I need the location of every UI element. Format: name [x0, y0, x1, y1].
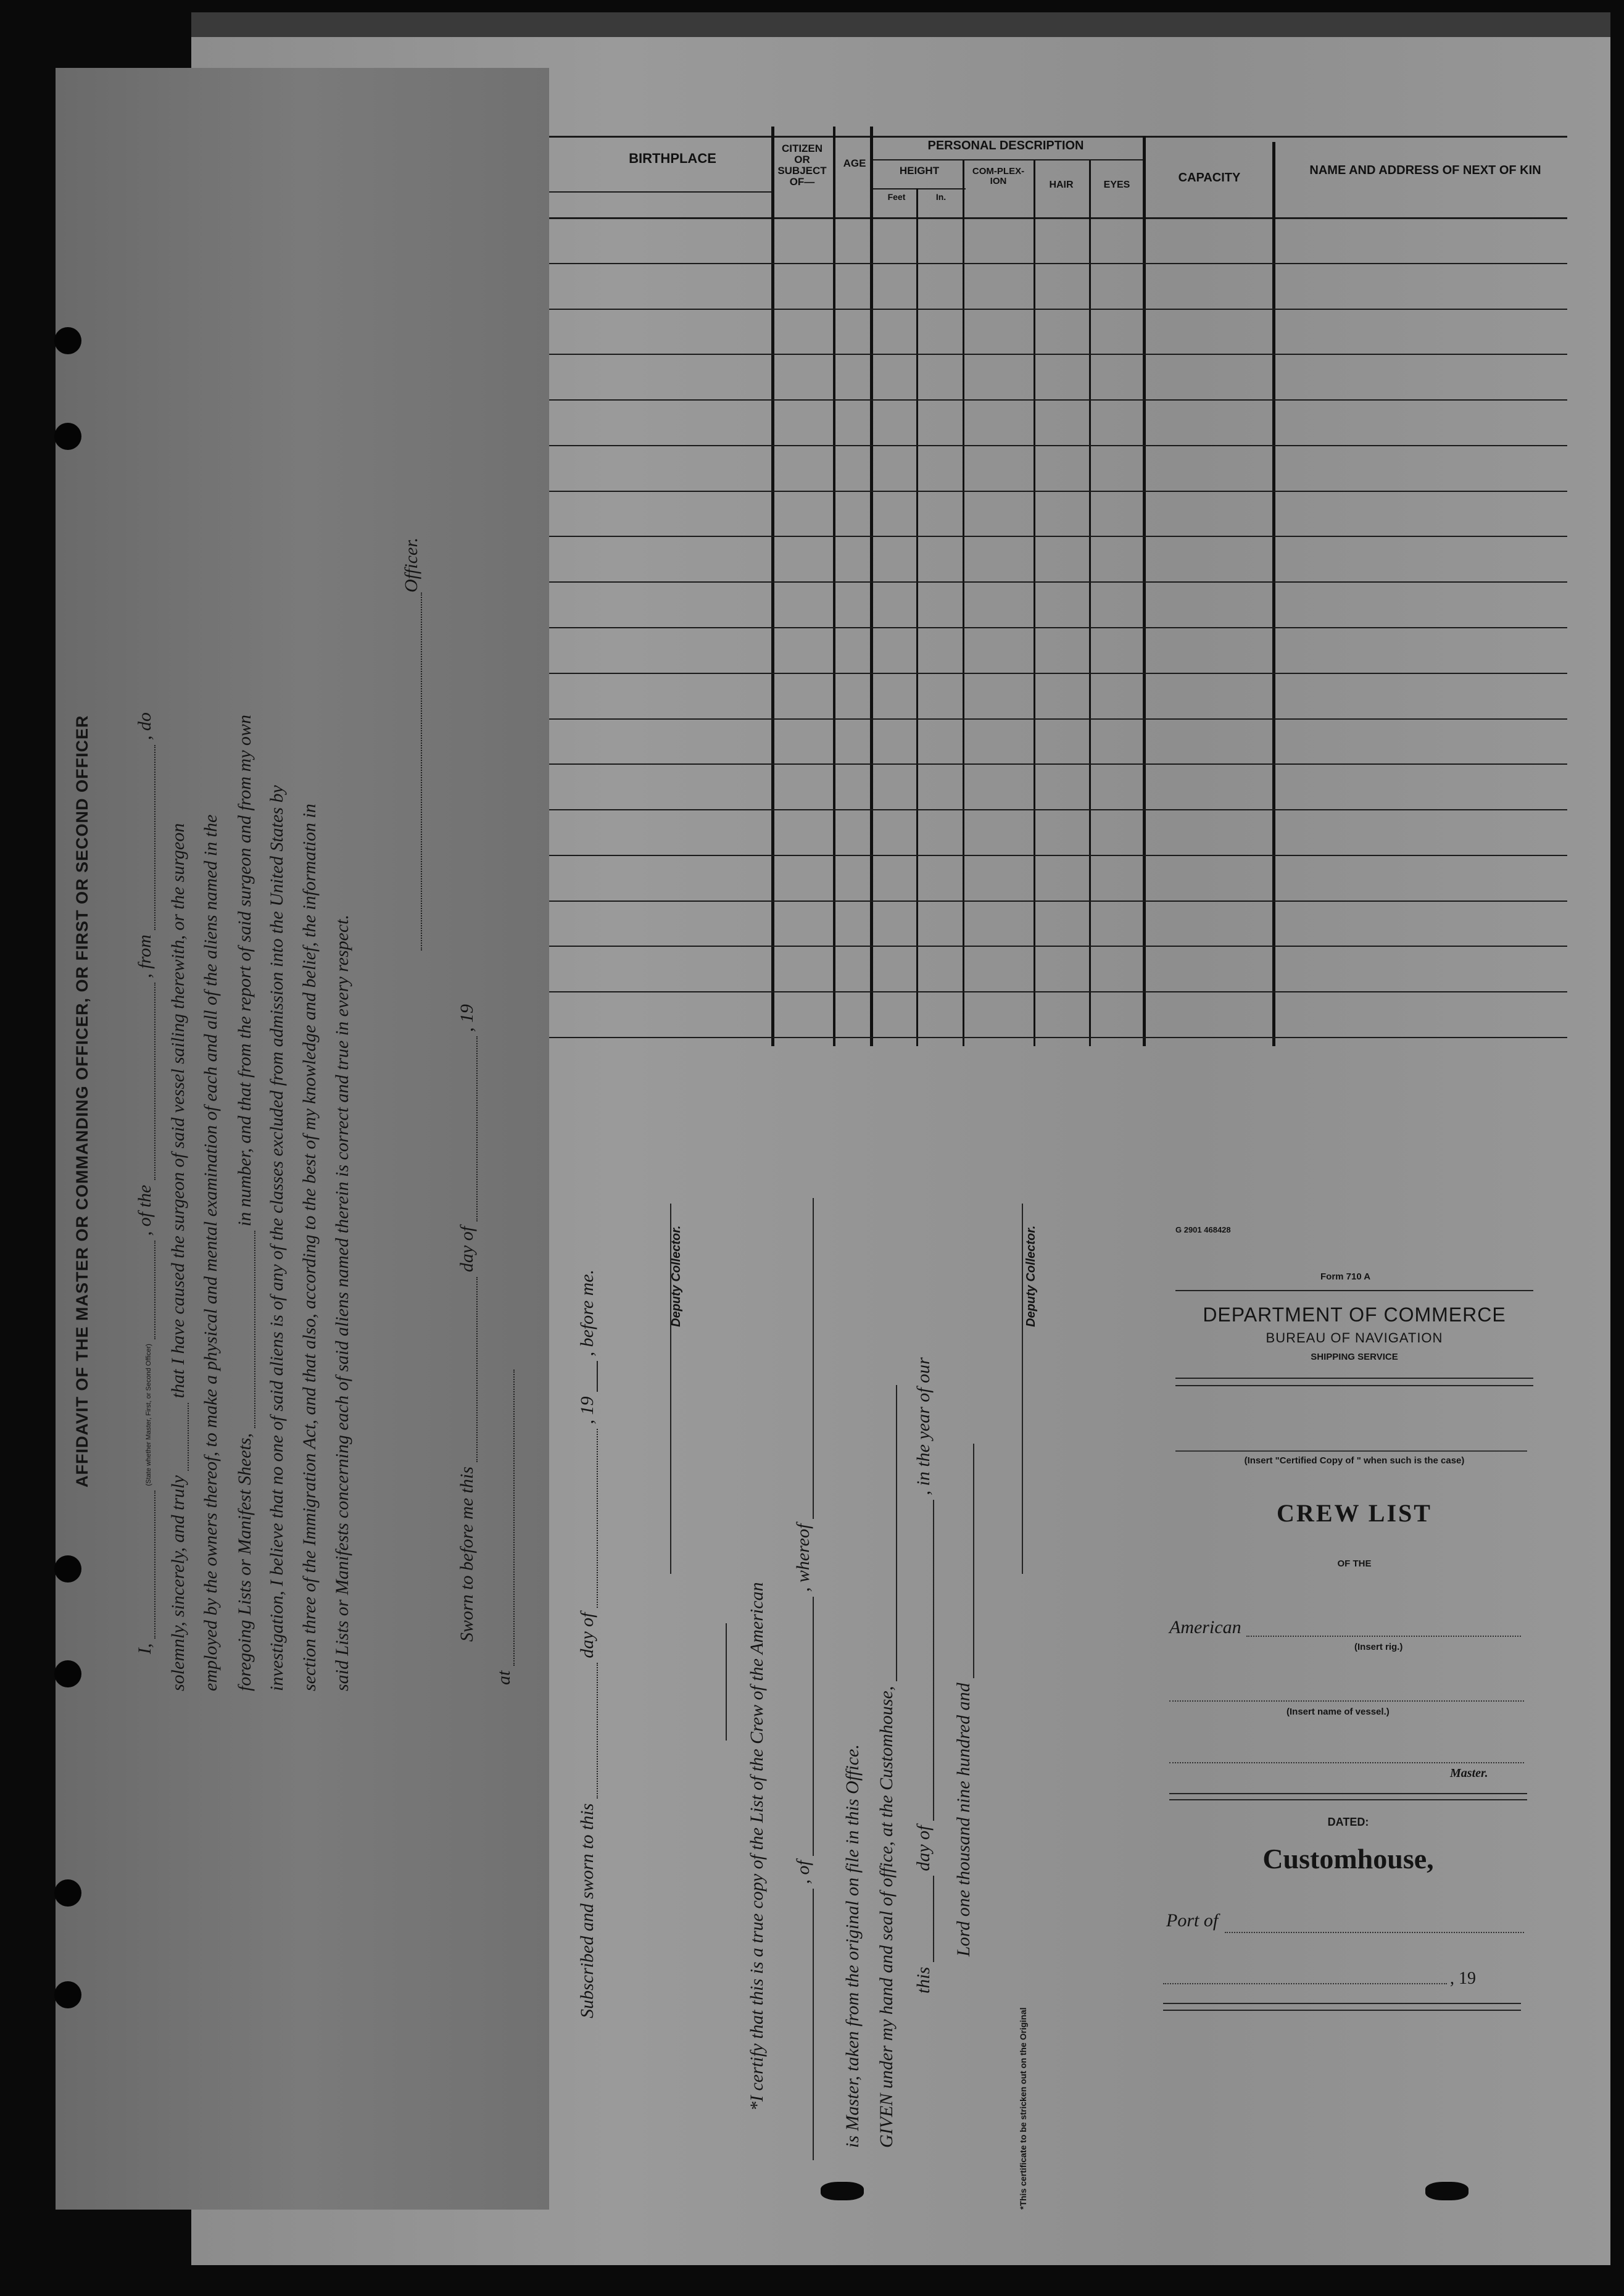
year-label: , 19	[1450, 1969, 1476, 1988]
affidavit-line-7: said Lists or Manifests concerning each of said aliens named therein is correct and true in every respect.	[332, 914, 352, 1691]
table-row-rule	[543, 991, 1567, 992]
bureau-title: BUREAU OF NAVIGATION	[1266, 1330, 1443, 1346]
deputy-collector-1: Deputy Collector.	[669, 1225, 683, 1327]
master-label: Master.	[1450, 1766, 1488, 1780]
certified-copy-line	[1175, 1450, 1527, 1452]
table-row-rule	[543, 1037, 1567, 1038]
master-line	[1169, 1762, 1524, 1763]
customhouse-label: Customhouse,	[1262, 1843, 1434, 1874]
header-next-of-kin: NAME AND ADDRESS OF NEXT OF KIN	[1309, 164, 1541, 177]
form-number: Form 710 A	[1320, 1271, 1371, 1282]
table-row-rule	[543, 673, 1567, 674]
affidavit-line-4: foregoing Lists or Manifest Sheets, in number, and that from the report of said surgeon and from my own	[234, 715, 255, 1691]
binder-hole	[54, 423, 81, 450]
col-rule-capacity	[1272, 142, 1275, 1046]
table-row-rule	[543, 491, 1567, 492]
header-personal-description: PERSONAL DESCRIPTION	[927, 139, 1084, 152]
table-row-rule	[543, 855, 1567, 856]
height-rule	[873, 188, 966, 189]
port-line	[1225, 1932, 1524, 1933]
certificate-of-line: , of , whereof	[793, 1198, 814, 2160]
col-rule-feet	[916, 188, 918, 1046]
table-row-rule	[543, 581, 1567, 583]
header-hair: HAIR	[1049, 180, 1074, 190]
cover-rule	[1169, 1799, 1527, 1800]
deputy-collector-2: Deputy Collector.	[1024, 1225, 1038, 1327]
table-top-rule	[543, 136, 1567, 138]
date-line	[1163, 1983, 1447, 1984]
certificate-given: GIVEN under my hand and seal of office, at the Customhouse,	[876, 1385, 897, 2148]
ink-blot	[821, 2182, 864, 2200]
table-row-rule	[543, 354, 1567, 355]
rig-line	[1246, 1636, 1521, 1637]
cover-rule	[1163, 2003, 1521, 2004]
dated-label: DATED:	[1327, 1816, 1369, 1828]
certificate-subscribed: Subscribed and sworn to this day of , 19 , before me.	[577, 1269, 597, 2018]
print-code: G 2901 468428	[1175, 1225, 1231, 1234]
certificate-lord: Lord one thousand nine hundred and	[953, 1444, 974, 1957]
table-row-rule	[543, 445, 1567, 446]
cover-rule	[1175, 1290, 1533, 1291]
binder-hole	[54, 327, 81, 354]
affidavit-line-1: I, (State whether Master, First, or Second Officer) , of the , from , do	[135, 712, 155, 1654]
certificate-this-day: this day of , in the year of our	[913, 1357, 934, 1994]
header-citizen: CITIZEN OR SUBJECT OF—	[777, 143, 827, 188]
col-rule-complexion	[1034, 160, 1035, 1046]
affidavit-line-3: employed by the owners thereof, to make a physical and mental examination of each and all of the aliens named in the	[201, 814, 221, 1691]
signature-line-1	[660, 1204, 671, 1574]
header-capacity: CAPACITY	[1178, 171, 1241, 185]
port-of-label: Port of	[1166, 1910, 1219, 1931]
binder-hole	[54, 1555, 81, 1583]
col-rule-citizen	[833, 127, 835, 1046]
binder-hole	[54, 1660, 81, 1687]
col-rule-hair	[1089, 160, 1091, 1046]
personal-description-rule	[873, 159, 1145, 160]
header-birthplace: BIRTHPLACE	[629, 151, 716, 166]
service-title: SHIPPING SERVICE	[1311, 1352, 1398, 1362]
table-row-rule	[543, 946, 1567, 947]
affidavit-title: AFFIDAVIT OF THE MASTER OR COMMANDING OFFICER, OR FIRST OR SECOND OFFICER	[73, 715, 91, 1487]
header-inches: In.	[935, 192, 947, 202]
col-rule-birthplace	[771, 127, 774, 1046]
birthplace-rule	[543, 191, 771, 193]
certificate-is-master: is Master, taken from the original on file in this Office.	[842, 1744, 863, 2148]
table-row-rule	[543, 309, 1567, 310]
insert-rig-note: (Insert rig.)	[1354, 1642, 1403, 1652]
table-row-rule	[543, 263, 1567, 264]
affidavit-at: at	[494, 1370, 515, 1685]
col-rule-age	[870, 127, 873, 1046]
paper-top-edge	[191, 12, 1610, 37]
table-row-rule	[543, 627, 1567, 628]
header-complexion: COM-PLEX-ION	[972, 166, 1025, 186]
of-the-label: OF THE	[1337, 1558, 1372, 1569]
cover-rule	[1175, 1378, 1533, 1379]
binder-hole	[54, 1981, 81, 2008]
affidavit-line-5: investigation, I believe that no one of said aliens is of any of the classes excluded from admission into the United States by	[267, 785, 287, 1691]
insert-vessel-note: (Insert name of vessel.)	[1286, 1707, 1390, 1717]
header-feet: Feet	[887, 192, 906, 202]
cover-rule	[1175, 1385, 1533, 1386]
col-rule-eyes	[1143, 136, 1146, 1046]
table-row-rule	[543, 763, 1567, 765]
table-row-rule	[543, 399, 1567, 401]
header-age: AGE	[843, 157, 866, 169]
table-row-rule	[543, 809, 1567, 810]
divider-mark	[716, 1623, 727, 1741]
department-title: DEPARTMENT OF COMMERCE	[1203, 1304, 1506, 1326]
table-row-rule	[543, 718, 1567, 720]
crew-list-title: CREW LIST	[1277, 1499, 1432, 1527]
header-bottom-rule	[543, 217, 1567, 219]
ink-blot	[1425, 2182, 1469, 2200]
affidavit-line-6: section three of the Immigration Act, and that also, according to the best of my knowledge and belief, the information in	[299, 804, 320, 1691]
col-rule-inches	[963, 160, 964, 1046]
table-row-rule	[543, 901, 1567, 902]
binder-hole	[54, 1879, 81, 1907]
cover-rule	[1163, 2010, 1521, 2011]
american-label: American	[1169, 1617, 1241, 1637]
vessel-name-line	[1169, 1700, 1524, 1702]
signature-line-2	[1012, 1204, 1023, 1574]
affidavit-sworn: Sworn to before me this day of , 19	[457, 1004, 477, 1642]
table-row-rule	[543, 536, 1567, 537]
certificate-footnote: *This certificate to be stricken out on the Original	[1018, 2007, 1028, 2210]
affidavit-line-2: solemnly, sincerely, and truly that I have caused the surgeon of said vessel sailing therewith, or the surgeon	[168, 823, 188, 1691]
header-eyes: EYES	[1103, 180, 1130, 190]
header-height: HEIGHT	[899, 165, 940, 177]
cover-rule	[1169, 1793, 1527, 1794]
insert-certified-note: (Insert "Certified Copy of " when such is the case)	[1244, 1455, 1465, 1466]
affidavit-officer: Officer.	[401, 538, 422, 950]
certificate-certify: *I certify that this is a true copy of the List of the Crew of the American	[747, 1582, 767, 2111]
